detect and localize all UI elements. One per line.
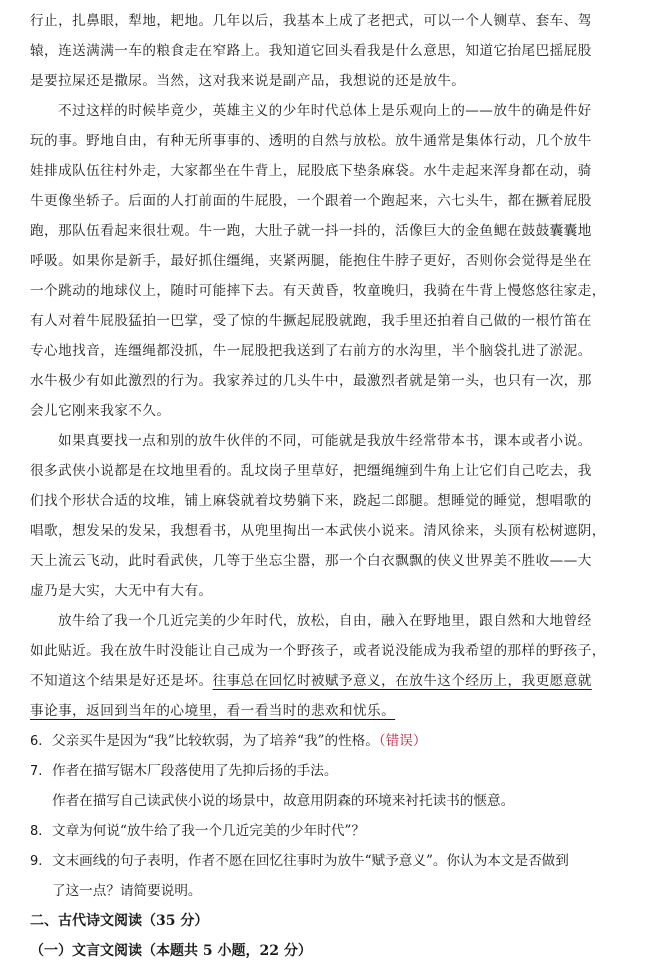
question-9 (30, 846, 631, 876)
answer-mark: （错误） (378, 733, 427, 749)
text-line: 有人对着牛屁股猛拍一巴掌，受了惊的牛撅起屁股就跑，我手里还拍着自己做的一根竹笛在 (30, 313, 592, 329)
question-9-continuation: 了这一点？请简要说明。 (52, 883, 202, 899)
text-line: 水牛极少有如此激烈的行为。我家养过的几头牛中，最激烈者就是第一头，也只有一次，那 (30, 373, 592, 389)
subsection-heading: （一）文言文阅读（本题共 5 小题，22 分） (30, 943, 312, 959)
passage-paragraph-2 (30, 96, 631, 426)
text-line (30, 696, 631, 726)
text-line: 娃排成队伍往村外走，大家都坐在牛背上，屁股底下垫条麻袋。水牛走起来浑身都在动，骑 (30, 163, 592, 179)
question-text: 文章为何说“放牛给了我一个几近完美的少年时代”？ (52, 823, 365, 839)
underlined-sentence: 事论事，返回到当年的心境里，看一看当时的悲欢和忧乐。 (30, 703, 396, 719)
passage-paragraph-1 (30, 6, 631, 96)
text-line: 虚乃是大实，大无中有大有。 (30, 583, 213, 599)
text-line: 牛更像坐轿子。后面的人打前面的牛屁股，一个跟着一个跑起来，六七头牛，都在撅着屁股 (30, 193, 592, 209)
question-number: 6. (30, 734, 43, 749)
text-line: 一个跳动的地球仪上，随时可能摔下去。有天黄昏，牧童晚归，我骑在牛背上慢悠悠往家走， (30, 283, 606, 299)
question-7 (30, 756, 631, 786)
text-line: 辕，连送满满一车的粮食走在窄路上。我知道它回头看我是什么意思，知道它抬尾巴摇屁股 (30, 43, 592, 59)
underlined-sentence: 往事总在回忆时被赋予意义，在放牛这个经历上，我更愿意就 (212, 673, 592, 689)
text-line: 跑，那队伍看起来很壮观。牛一跑，大肚子就一抖一抖的，活像巨大的金鱼鳃在鼓鼓囊囊地 (30, 223, 592, 239)
question-list (30, 726, 631, 906)
question-number: 9. (30, 854, 43, 869)
text-line: 行止，扎鼻眼，犁地，耙地。几年以后，我基本上成了老把式，可以一个人铡草、套车、驾 (30, 13, 592, 29)
question-8 (30, 816, 631, 846)
question-number: 8. (30, 824, 43, 839)
passage-paragraph-3 (30, 426, 631, 606)
text-line: 不过这样的时候毕竟少，英雄主义的少年时代总体上是乐观向上的——放牛的确是件好 (58, 103, 592, 119)
text-line: 天上流云飞动，此时看武侠，几等于坐忘尘嚣，那一个白衣飘飘的侠义世界美不胜收——大 (30, 553, 592, 569)
text-line (30, 666, 631, 696)
text-segment: 不知道这个结果是好还是坏。 (30, 673, 213, 689)
text-line: 如此贴近。我在放牛时没能让自己成为一个野孩子，或者说没能成为我希望的那样的野孩子， (30, 643, 606, 659)
text-line: 们找个形状合适的坟堆，铺上麻袋就着坟势躺下来，跷起二郎腿。想睡觉的睡觉，想唱歌的 (30, 493, 592, 509)
text-line: 唱歌，想发呆的发呆，我想看书，从兜里掏出一本武侠小说来。清风徐来，头顶有松树遮阴， (30, 523, 606, 539)
section-heading: 二、古代诗文阅读（35 分） (30, 913, 209, 929)
text-line: 玩的事。野地自由，有种无所事事的、透明的自然与放松。放牛通常是集体行动，几个放牛 (30, 133, 592, 149)
question-7-continuation: 作者在描写自己读武侠小说的场景中，故意用阴森的环境来衬托读书的惬意。 (52, 793, 515, 809)
text-line: 呼吸。如果你是新手，最好抓住缰绳，夹紧两腿，能抱住牛脖子更好，否则你会觉得是坐在 (30, 253, 592, 269)
question-text: 作者在描写锯木厂段落使用了先抑后扬的手法。 (52, 763, 338, 779)
passage-paragraph-4 (30, 606, 631, 726)
text-line: 放牛给了我一个几近完美的少年时代，放松，自由，融入在野地里，跟自然和大地曾经 (58, 613, 592, 629)
question-text: 文末画线的句子表明，作者不愿在回忆往事时为放牛“赋予意义”。你认为本文是否做到 (52, 853, 569, 869)
question-text: 父亲买牛是因为“我”比较软弱，为了培养“我”的性格。 (52, 733, 379, 749)
text-line: 专心地找音，连缰绳都没抓，牛一屁股把我送到了右前方的水沟里，半个脑袋扎进了淤泥。 (30, 343, 592, 359)
question-number: 7. (30, 764, 43, 779)
text-line: 很多武侠小说都是在坟地里看的。乱坟岗子里草好，把缰绳缠到牛角上让它们自己吃去，我 (30, 463, 592, 479)
question-6 (30, 726, 631, 756)
text-line: 会儿它刚来我家不久。 (30, 403, 171, 419)
text-line: 如果真要找一点和别的放牛伙伴的不同，可能就是我放牛经常带本书，课本或者小说。 (58, 433, 592, 449)
text-line: 是要拉屎还是撒尿。当然，这对我来说是副产品，我想说的还是放牛。 (30, 73, 466, 89)
